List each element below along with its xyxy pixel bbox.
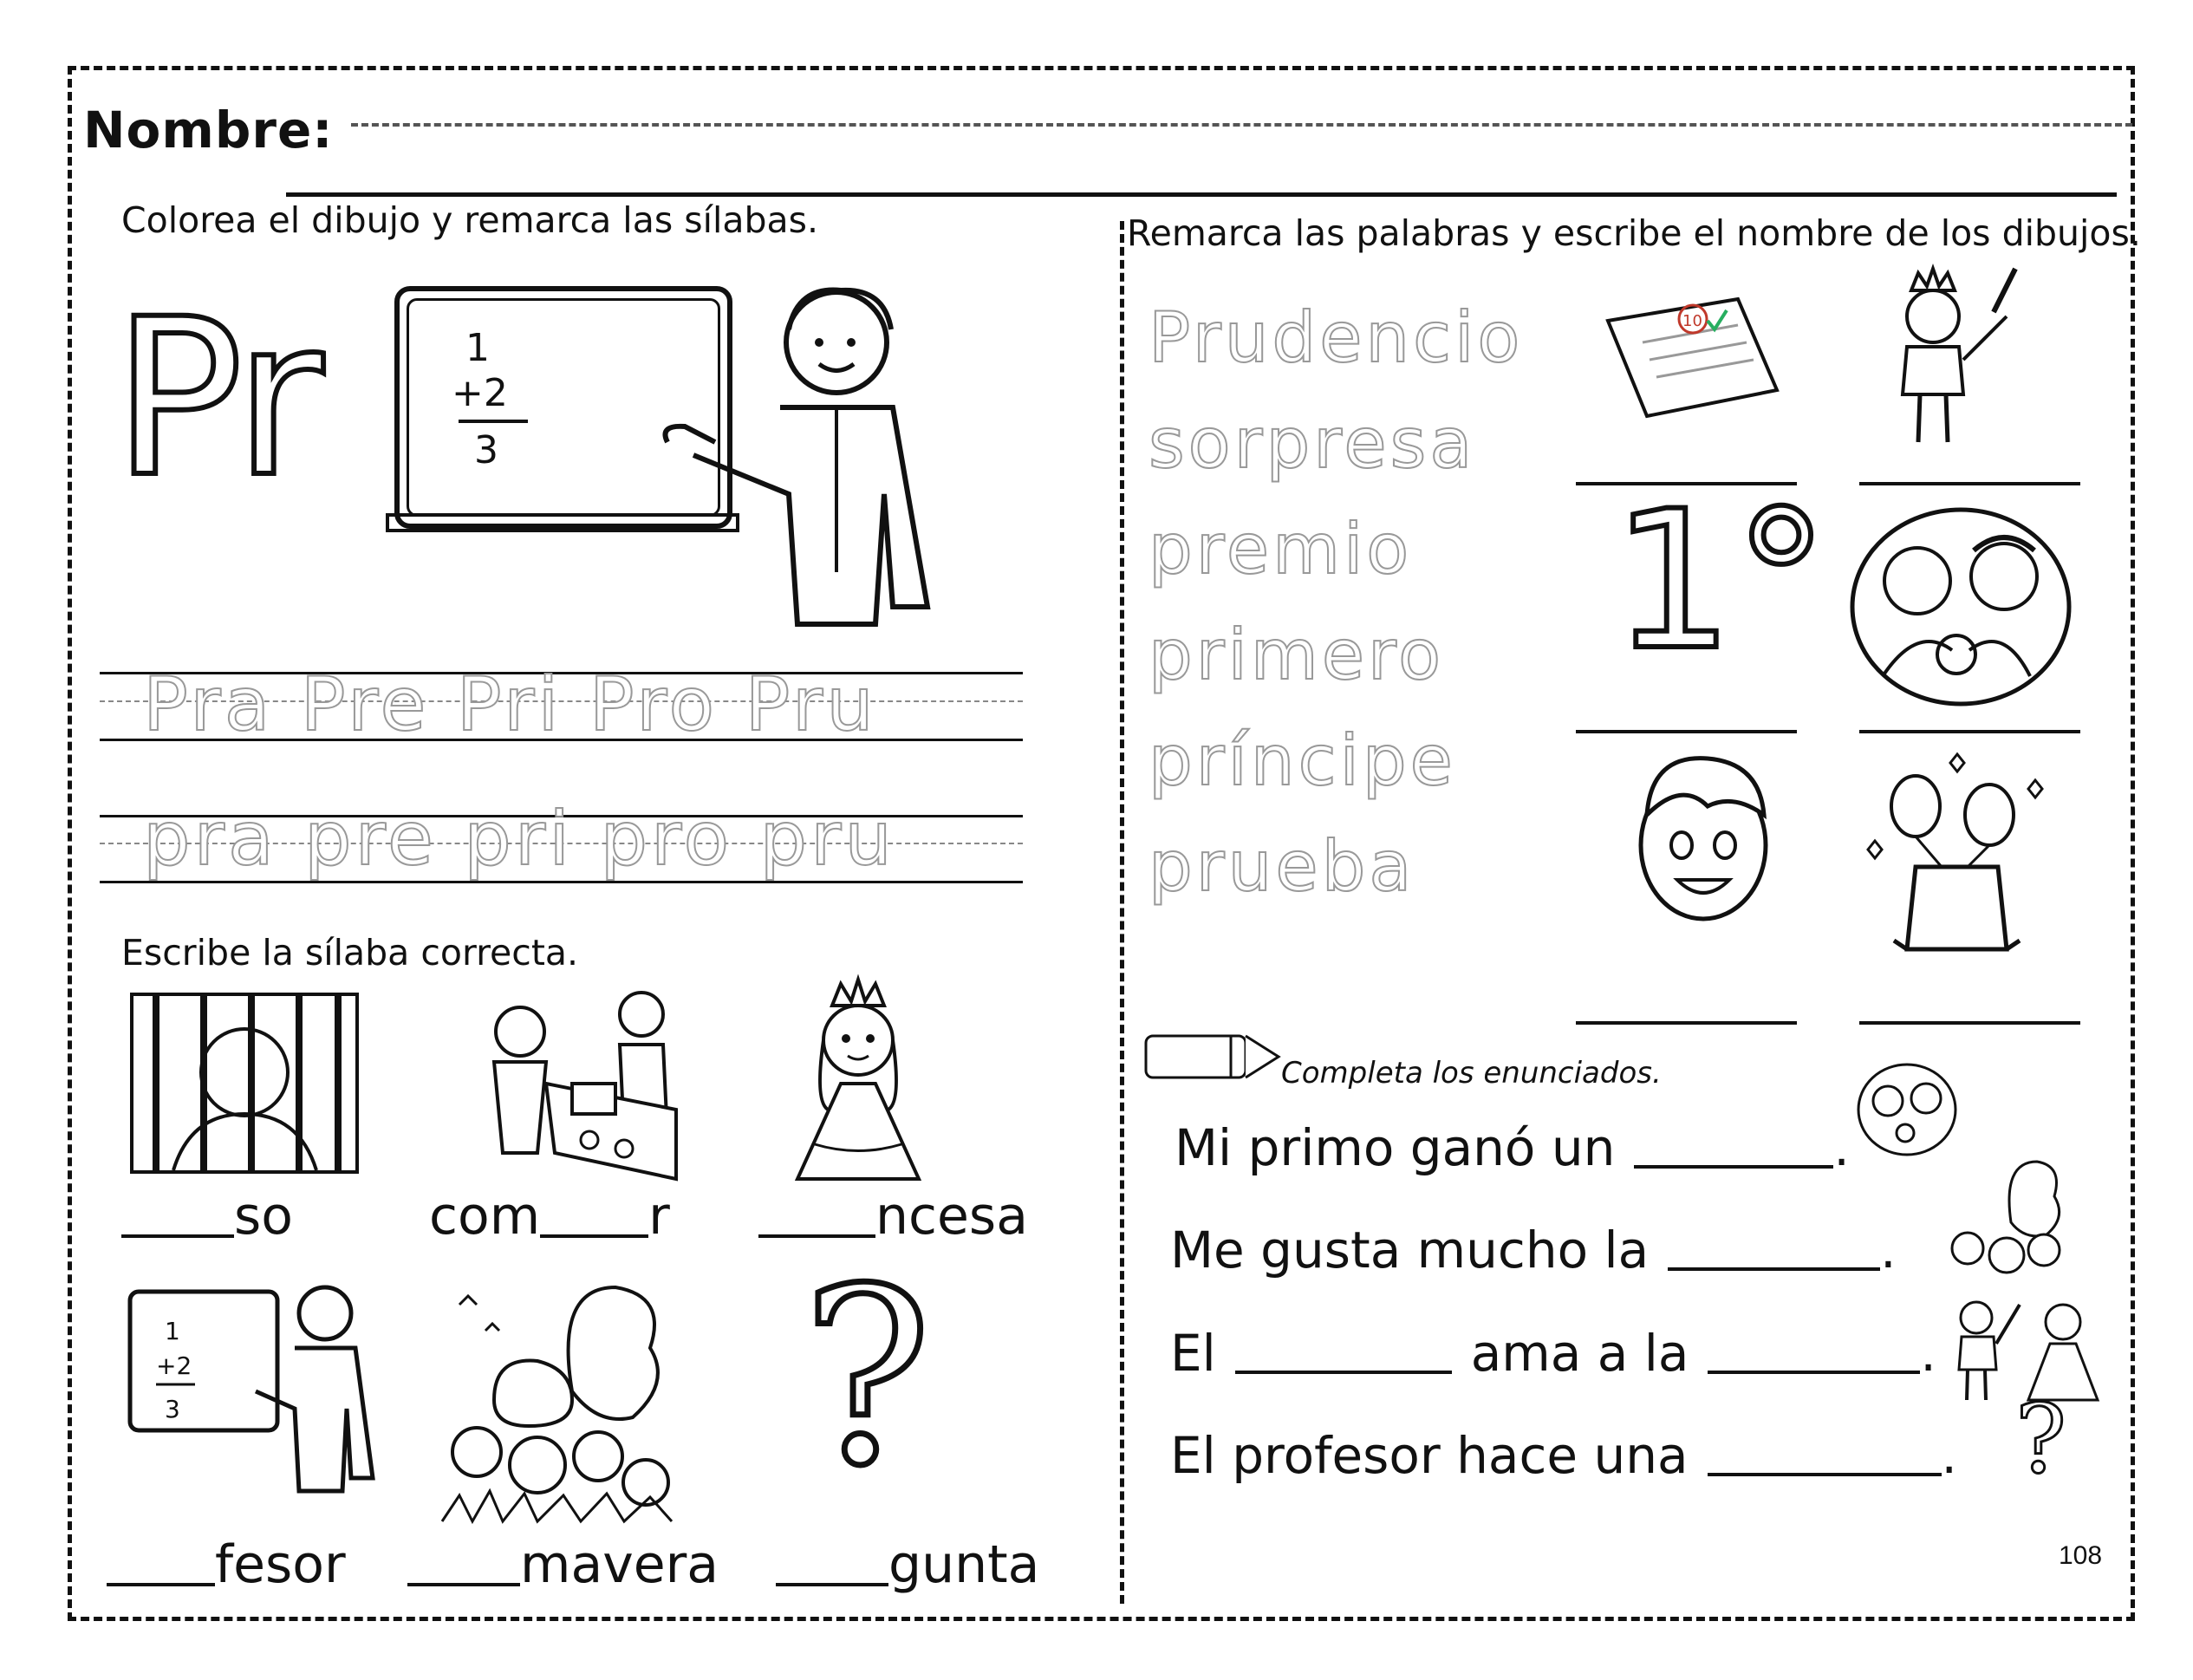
sentence-1 (1175, 1118, 1850, 1177)
fill-suffix-1: so (234, 1186, 293, 1247)
answer-line-6[interactable] (1859, 1021, 2080, 1025)
answer-line-4[interactable] (1859, 730, 2080, 733)
sentence-2-blank[interactable] (1668, 1267, 1880, 1271)
sentence-4 (1170, 1426, 1957, 1485)
fill-item-1 (121, 1186, 293, 1247)
name-label: Nombre: (83, 101, 334, 160)
instruction-complete: Completa los enunciados. (1281, 1056, 1662, 1091)
instruction-syllable: Escribe la sílaba correcta. (121, 932, 579, 973)
sentence-3 (1170, 1324, 1936, 1383)
sentence-3-blank-1[interactable] (1235, 1370, 1452, 1374)
teacher-icon (633, 277, 945, 633)
boy-face-icon (1630, 746, 1777, 928)
trace-syllables-lower: pra pre pri pro pru (143, 796, 895, 882)
sentence-4-period: . (1941, 1426, 1957, 1485)
instruction-words: Remarca las palabras y escribe el nombre de los dibujos. (1127, 212, 2141, 254)
answer-line-2[interactable] (1859, 482, 2080, 485)
instruction-color: Colorea el dibujo y remarca las sílabas. (121, 199, 819, 241)
sentence-2-text: Me gusta mucho la (1170, 1221, 1650, 1280)
fill-suffix-2: r (648, 1186, 670, 1247)
fill-suffix-3: ncesa (875, 1186, 1028, 1247)
name-dashed-line (351, 123, 2132, 127)
award-icon (1848, 503, 2073, 711)
sentence-1-text: Mi primo ganó un (1175, 1118, 1616, 1177)
sentence-3-blank-2[interactable] (1708, 1370, 1920, 1374)
trace-word-3: premio (1149, 509, 1413, 589)
fill-item-5 (407, 1534, 719, 1595)
page-number: 108 (2059, 1541, 2103, 1570)
board-number-2: +2 (452, 371, 508, 415)
spring-icon (442, 1270, 676, 1521)
fill-blank-1[interactable] (121, 1234, 234, 1238)
surprise-gift-icon (1855, 754, 2054, 954)
question-mark-icon: ? (802, 1237, 933, 1520)
prisoner-icon (130, 993, 360, 1175)
sentence-4-blank[interactable] (1708, 1472, 1942, 1476)
fill-blank-6[interactable] (776, 1582, 888, 1586)
princess-icon (780, 971, 936, 1188)
exam-paper-icon (1599, 295, 1786, 420)
award-hint-icon (1855, 1062, 1959, 1157)
big-letters-pr: Pr (113, 272, 319, 524)
trace-word-4: primero (1149, 615, 1445, 695)
sentence-2 (1170, 1221, 1897, 1280)
sentence-2-period: . (1880, 1221, 1897, 1280)
column-divider (1120, 221, 1124, 1604)
fill-blank-4[interactable] (107, 1582, 215, 1586)
sentence-1-period: . (1833, 1118, 1850, 1177)
paper-score: 10 (1682, 312, 1702, 330)
prince-icon (1877, 264, 2024, 446)
trace-word-5: príncipe (1149, 720, 1456, 801)
spring-hint-icon (1942, 1153, 2067, 1283)
fill-suffix-4: fesor (215, 1534, 346, 1595)
shopping-icon (459, 980, 693, 1188)
prince-hint-icon (1946, 1292, 2024, 1404)
fill-item-4 (107, 1534, 346, 1595)
fill-blank-2[interactable] (540, 1234, 648, 1238)
fill-blank-5[interactable] (407, 1582, 520, 1586)
sentence-1-blank[interactable] (1634, 1164, 1833, 1169)
trace-word-6: prueba (1149, 826, 1415, 907)
question-hint-icon: ? (2015, 1384, 2066, 1494)
sentence-3-text: El (1170, 1324, 1216, 1383)
sentence-4-text: El profesor hace una (1170, 1426, 1689, 1485)
small-teacher-icon (126, 1279, 386, 1495)
board-number-3: 3 (474, 428, 498, 472)
sentence-3-period: . (1920, 1324, 1936, 1383)
answer-line-5[interactable] (1576, 1021, 1797, 1025)
fill-suffix-5: mavera (520, 1534, 719, 1595)
trace-syllables-upper: Pra Pre Pri Pro Pru (143, 661, 877, 748)
first-place-icon: 1° (1612, 470, 1829, 692)
sentence-3-middle: ama a la (1470, 1324, 1689, 1383)
fill-item-2 (429, 1186, 670, 1247)
trace-word-2: sorpresa (1149, 403, 1476, 484)
fill-item-6 (776, 1534, 1039, 1595)
board-number-1: 1 (465, 326, 490, 370)
fill-suffix-6: gunta (888, 1534, 1040, 1595)
fill-prefix-2: com (429, 1186, 541, 1247)
trace-word-1: Prudencio (1149, 297, 1524, 378)
answer-line-3[interactable] (1576, 730, 1797, 733)
pencil-icon (1144, 1032, 1283, 1084)
svg-text:1: 1 (165, 1317, 180, 1345)
name-solid-line (286, 192, 2117, 197)
svg-text:+2: +2 (156, 1351, 192, 1380)
svg-text:3: 3 (165, 1395, 180, 1423)
